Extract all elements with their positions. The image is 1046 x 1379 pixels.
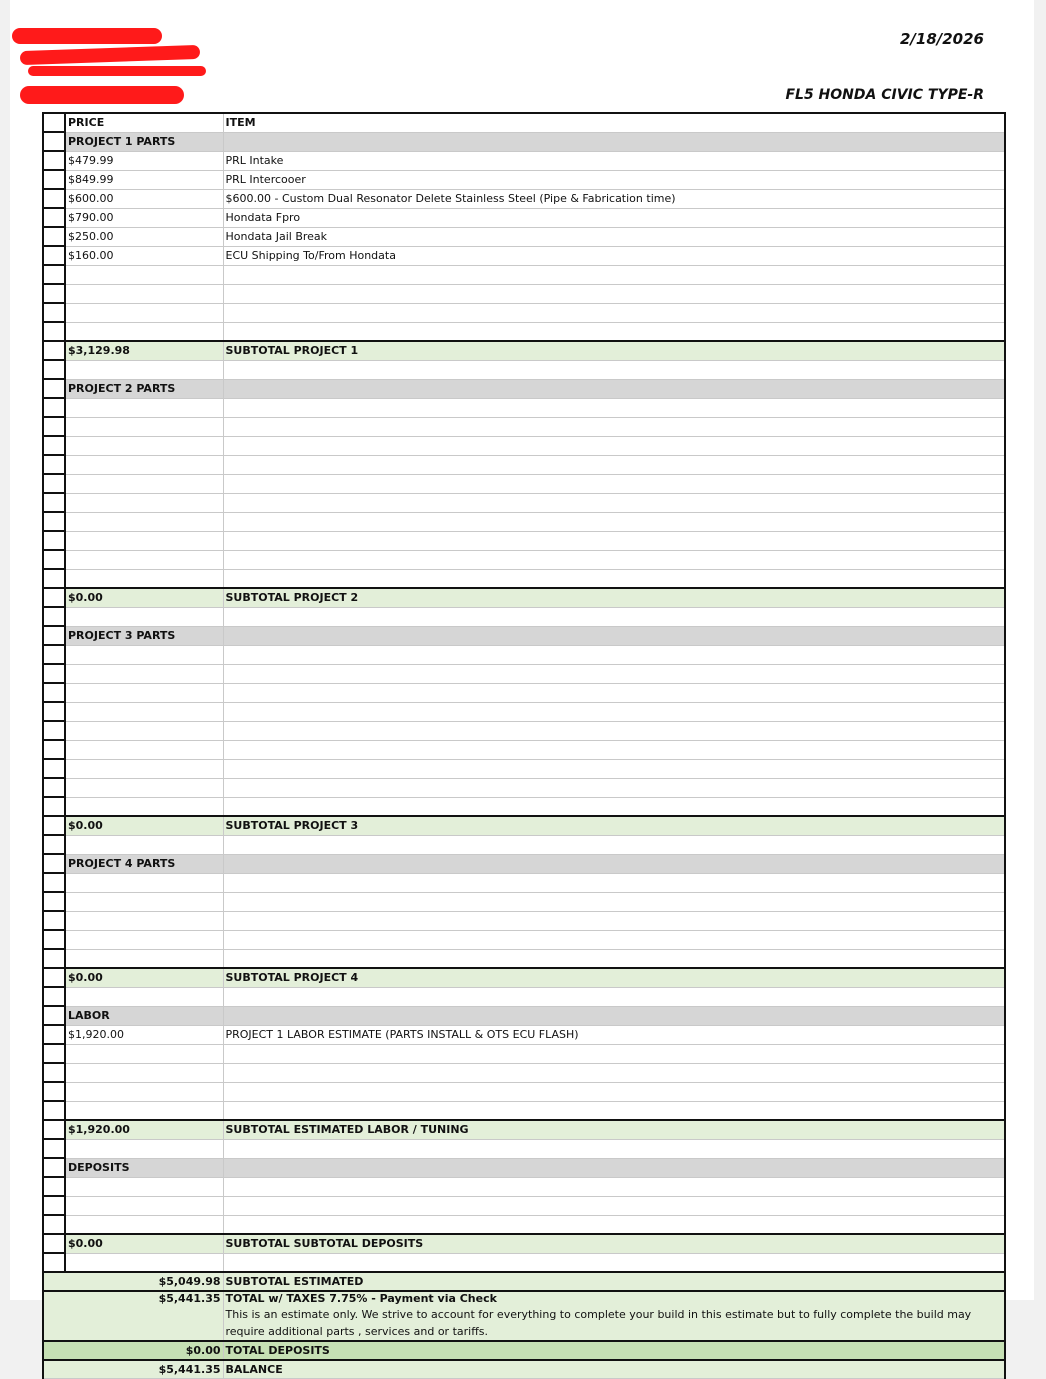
estimate-disclaimer: This is an estimate only. We strive to account for everything to complete your build in this estimate but to fully complete the build may require additional parts , services and or tariffs. [225,1308,972,1338]
section-gap [43,360,1005,379]
blank-row-item [223,1044,1005,1063]
section-header-item [223,1158,1005,1177]
subtotal-row [43,341,1005,360]
section-header-price: PROJECT 4 PARTS [65,854,223,873]
blank-row-item [223,455,1005,474]
subtotal-row-price: $3,129.98 [65,341,223,360]
section-header [43,132,1005,151]
blank-row-price [65,930,223,949]
line-item-item: PRL Intake [223,151,1005,170]
row-marker [43,1025,65,1044]
blank-row-price [65,778,223,797]
blank-row-price [65,512,223,531]
blank-row-price [65,1044,223,1063]
section-gap [43,1253,1005,1272]
blank-row-price [65,664,223,683]
blank-row-price [65,1101,223,1120]
line-item-price: $790.00 [65,208,223,227]
blank-row-price [65,949,223,968]
section-gap [43,607,1005,626]
blank-row-item [223,1196,1005,1215]
line-item-price: $479.99 [65,151,223,170]
blank-row-price [65,892,223,911]
blank-row-item [223,759,1005,778]
blank-row-price [65,569,223,588]
row-marker [43,626,65,645]
row-marker [43,512,65,531]
total-amount: $5,049.98 [43,1272,223,1291]
blank-row-price [65,721,223,740]
blank-row [43,797,1005,816]
blank-row [43,436,1005,455]
row-marker [43,398,65,417]
blank-row-item [223,1177,1005,1196]
estimate-table-body [43,113,1005,1379]
blank-row-price [65,683,223,702]
blank-row-item [223,664,1005,683]
blank-row-price [65,1177,223,1196]
line-item-item: Hondata Jail Break [223,227,1005,246]
section-gap-price [65,987,223,1006]
section-gap-item [223,1139,1005,1158]
row-marker [43,360,65,379]
blank-row [43,398,1005,417]
blank-row [43,645,1005,664]
blank-row-price [65,797,223,816]
blank-row-item [223,721,1005,740]
total-label: TOTAL w/ TAXES 7.75% - Payment via Check [225,1292,497,1305]
section-header-item [223,132,1005,151]
total-label: TOTAL DEPOSITS [225,1343,330,1357]
column-header-row [43,113,1005,132]
row-marker [43,930,65,949]
line-item-item: ECU Shipping To/From Hondata [223,246,1005,265]
estimate-date: 2/18/2026 [899,30,984,48]
blank-row-price [65,550,223,569]
blank-row-item [223,797,1005,816]
row-marker [43,493,65,512]
total-row [43,1341,1005,1360]
line-item-item: Hondata Fpro [223,208,1005,227]
blank-row-item [223,493,1005,512]
blank-row-item [223,474,1005,493]
total-amount: $0.00 [43,1341,223,1360]
blank-row-price [65,303,223,322]
row-marker [43,208,65,227]
blank-row [43,759,1005,778]
line-item [43,208,1005,227]
blank-row [43,322,1005,341]
blank-row-price [65,493,223,512]
blank-row [43,1082,1005,1101]
subtotal-row-item: SUBTOTAL PROJECT 2 [223,588,1005,607]
line-item [43,227,1005,246]
total-row [43,1272,1005,1291]
section-gap-item [223,607,1005,626]
section-header-price: LABOR [65,1006,223,1025]
row-marker [43,227,65,246]
blank-row [43,949,1005,968]
blank-row [43,512,1005,531]
row-marker [43,1063,65,1082]
row-marker [43,1120,65,1139]
section-header [43,626,1005,645]
blank-row [43,531,1005,550]
row-marker [43,1006,65,1025]
blank-row [43,417,1005,436]
blank-row-item [223,436,1005,455]
row-marker [43,816,65,835]
blank-row-item [223,284,1005,303]
blank-row-item [223,569,1005,588]
row-marker [43,759,65,778]
section-gap [43,835,1005,854]
estimate-table [42,112,1006,1379]
row-marker [43,1139,65,1158]
blank-row-price [65,759,223,778]
row-marker [43,987,65,1006]
row-marker [43,588,65,607]
blank-row-price [65,911,223,930]
blank-row-price [65,398,223,417]
row-marker [43,835,65,854]
row-marker [43,189,65,208]
section-gap-item [223,835,1005,854]
row-marker [43,284,65,303]
blank-row-item [223,398,1005,417]
subtotal-row-item: SUBTOTAL ESTIMATED LABOR / TUNING [223,1120,1005,1139]
blank-row [43,474,1005,493]
blank-row [43,873,1005,892]
row-marker [43,474,65,493]
blank-row-price [65,474,223,493]
blank-row-price [65,455,223,474]
section-header [43,379,1005,398]
subtotal-row [43,1234,1005,1253]
blank-row-item [223,531,1005,550]
blank-row-item [223,512,1005,531]
blank-row-item [223,550,1005,569]
price-column-header: PRICE [65,113,223,132]
section-gap-price [65,1253,223,1272]
blank-row [43,911,1005,930]
row-marker [43,379,65,398]
row-marker [43,797,65,816]
row-marker [43,303,65,322]
line-item [43,151,1005,170]
blank-row-price [65,1082,223,1101]
blank-row-price [65,531,223,550]
total-label-cell [223,1341,1005,1360]
subtotal-row [43,968,1005,987]
blank-row-item [223,930,1005,949]
total-row [43,1291,1005,1341]
row-marker [43,892,65,911]
row-marker [43,417,65,436]
blank-row-price [65,740,223,759]
row-marker [43,1196,65,1215]
blank-row-price [65,284,223,303]
total-label-cell [223,1272,1005,1291]
section-gap-price [65,835,223,854]
section-header-price: DEPOSITS [65,1158,223,1177]
total-amount: $5,441.35 [43,1360,223,1379]
blank-row [43,778,1005,797]
subtotal-row-price: $0.00 [65,968,223,987]
line-item-price: $849.99 [65,170,223,189]
row-marker [43,1215,65,1234]
row-marker [43,1234,65,1253]
row-marker [43,1253,65,1272]
redacted-customer-name [12,28,162,44]
blank-row-item [223,892,1005,911]
row-marker [43,911,65,930]
blank-row-item [223,1082,1005,1101]
row-marker [43,550,65,569]
blank-row [43,1215,1005,1234]
line-item-item: PROJECT 1 LABOR ESTIMATE (PARTS INSTALL & OTS ECU FLASH) [223,1025,1005,1044]
blank-row-price [65,417,223,436]
total-label-cell [223,1291,1005,1341]
blank-row-item [223,683,1005,702]
redacted-customer-name-line [20,45,200,65]
row-marker [43,436,65,455]
blank-row-item [223,1063,1005,1082]
blank-row-price [65,1196,223,1215]
section-gap-item [223,1253,1005,1272]
subtotal-row-item: SUBTOTAL PROJECT 3 [223,816,1005,835]
row-marker [43,873,65,892]
row-marker [43,968,65,987]
row-marker [43,246,65,265]
blank-row [43,1196,1005,1215]
blank-row-item [223,1101,1005,1120]
line-item [43,170,1005,189]
row-marker [43,1082,65,1101]
blank-row-price [65,1215,223,1234]
blank-row-item [223,417,1005,436]
blank-row-price [65,1063,223,1082]
blank-row [43,550,1005,569]
blank-row-item [223,303,1005,322]
blank-row-item [223,740,1005,759]
total-label: BALANCE [225,1362,283,1376]
row-marker [43,265,65,284]
row-marker [43,949,65,968]
line-item-price: $160.00 [65,246,223,265]
section-header-price: PROJECT 2 PARTS [65,379,223,398]
blank-row [43,1063,1005,1082]
section-gap-price [65,1139,223,1158]
section-header [43,854,1005,873]
blank-row-item [223,949,1005,968]
line-item [43,189,1005,208]
section-gap [43,987,1005,1006]
subtotal-row [43,588,1005,607]
blank-row-item [223,702,1005,721]
blank-row-price [65,436,223,455]
blank-row [43,1177,1005,1196]
line-item-price: $600.00 [65,189,223,208]
section-gap-item [223,360,1005,379]
blank-row [43,265,1005,284]
row-marker [43,322,65,341]
item-column-header: ITEM [223,113,1005,132]
blank-row-item [223,873,1005,892]
section-gap [43,1139,1005,1158]
blank-row-item [223,265,1005,284]
blank-row [43,569,1005,588]
section-gap-price [65,360,223,379]
line-item-item: $600.00 - Custom Dual Resonator Delete Stainless Steel (Pipe & Fabrication time) [223,189,1005,208]
total-label: SUBTOTAL ESTIMATED [225,1274,364,1288]
total-amount: $5,441.35 [43,1291,223,1341]
blank-row-price [65,702,223,721]
blank-row [43,284,1005,303]
section-header-item [223,626,1005,645]
section-header [43,1158,1005,1177]
blank-row-item [223,322,1005,341]
section-header-price: PROJECT 1 PARTS [65,132,223,151]
section-header [43,1006,1005,1025]
redacted-customer-name-stroke [28,66,206,76]
row-marker [43,151,65,170]
blank-row [43,1044,1005,1063]
total-label-cell [223,1360,1005,1379]
section-gap-price [65,607,223,626]
row-marker [43,531,65,550]
subtotal-row-price: $0.00 [65,1234,223,1253]
section-gap-item [223,987,1005,1006]
row-marker [43,1101,65,1120]
total-row [43,1360,1005,1379]
blank-row-price [65,645,223,664]
row-marker [43,683,65,702]
row-marker [43,702,65,721]
blank-row [43,740,1005,759]
line-item [43,1025,1005,1044]
blank-row [43,1101,1005,1120]
row-marker [43,1177,65,1196]
subtotal-row-price: $1,920.00 [65,1120,223,1139]
line-item [43,246,1005,265]
subtotal-row-item: SUBTOTAL PROJECT 4 [223,968,1005,987]
section-header-item [223,854,1005,873]
redacted-customer-address [20,86,184,104]
row-marker [43,113,65,132]
section-header-price: PROJECT 3 PARTS [65,626,223,645]
line-item-price: $250.00 [65,227,223,246]
blank-row [43,702,1005,721]
vehicle-title: FL5 HONDA CIVIC TYPE-R [785,87,984,103]
blank-row [43,303,1005,322]
blank-row [43,455,1005,474]
row-marker [43,721,65,740]
row-marker [43,1158,65,1177]
subtotal-row [43,1120,1005,1139]
row-marker [43,664,65,683]
blank-row [43,493,1005,512]
subtotal-row [43,816,1005,835]
blank-row [43,683,1005,702]
row-marker [43,740,65,759]
blank-row-item [223,778,1005,797]
blank-row-price [65,265,223,284]
blank-row-item [223,645,1005,664]
blank-row-price [65,873,223,892]
row-marker [43,170,65,189]
row-marker [43,341,65,360]
line-item-item: PRL Intercooer [223,170,1005,189]
row-marker [43,1044,65,1063]
subtotal-row-item: SUBTOTAL SUBTOTAL DEPOSITS [223,1234,1005,1253]
blank-row-item [223,911,1005,930]
blank-row [43,892,1005,911]
row-marker [43,645,65,664]
section-header-item [223,1006,1005,1025]
blank-row-price [65,322,223,341]
row-marker [43,132,65,151]
row-marker [43,854,65,873]
blank-row [43,721,1005,740]
subtotal-row-price: $0.00 [65,588,223,607]
row-marker [43,778,65,797]
blank-row-item [223,1215,1005,1234]
blank-row [43,664,1005,683]
row-marker [43,569,65,588]
section-header-item [223,379,1005,398]
subtotal-row-price: $0.00 [65,816,223,835]
subtotal-row-item: SUBTOTAL PROJECT 1 [223,341,1005,360]
line-item-price: $1,920.00 [65,1025,223,1044]
row-marker [43,455,65,474]
blank-row [43,930,1005,949]
row-marker [43,607,65,626]
